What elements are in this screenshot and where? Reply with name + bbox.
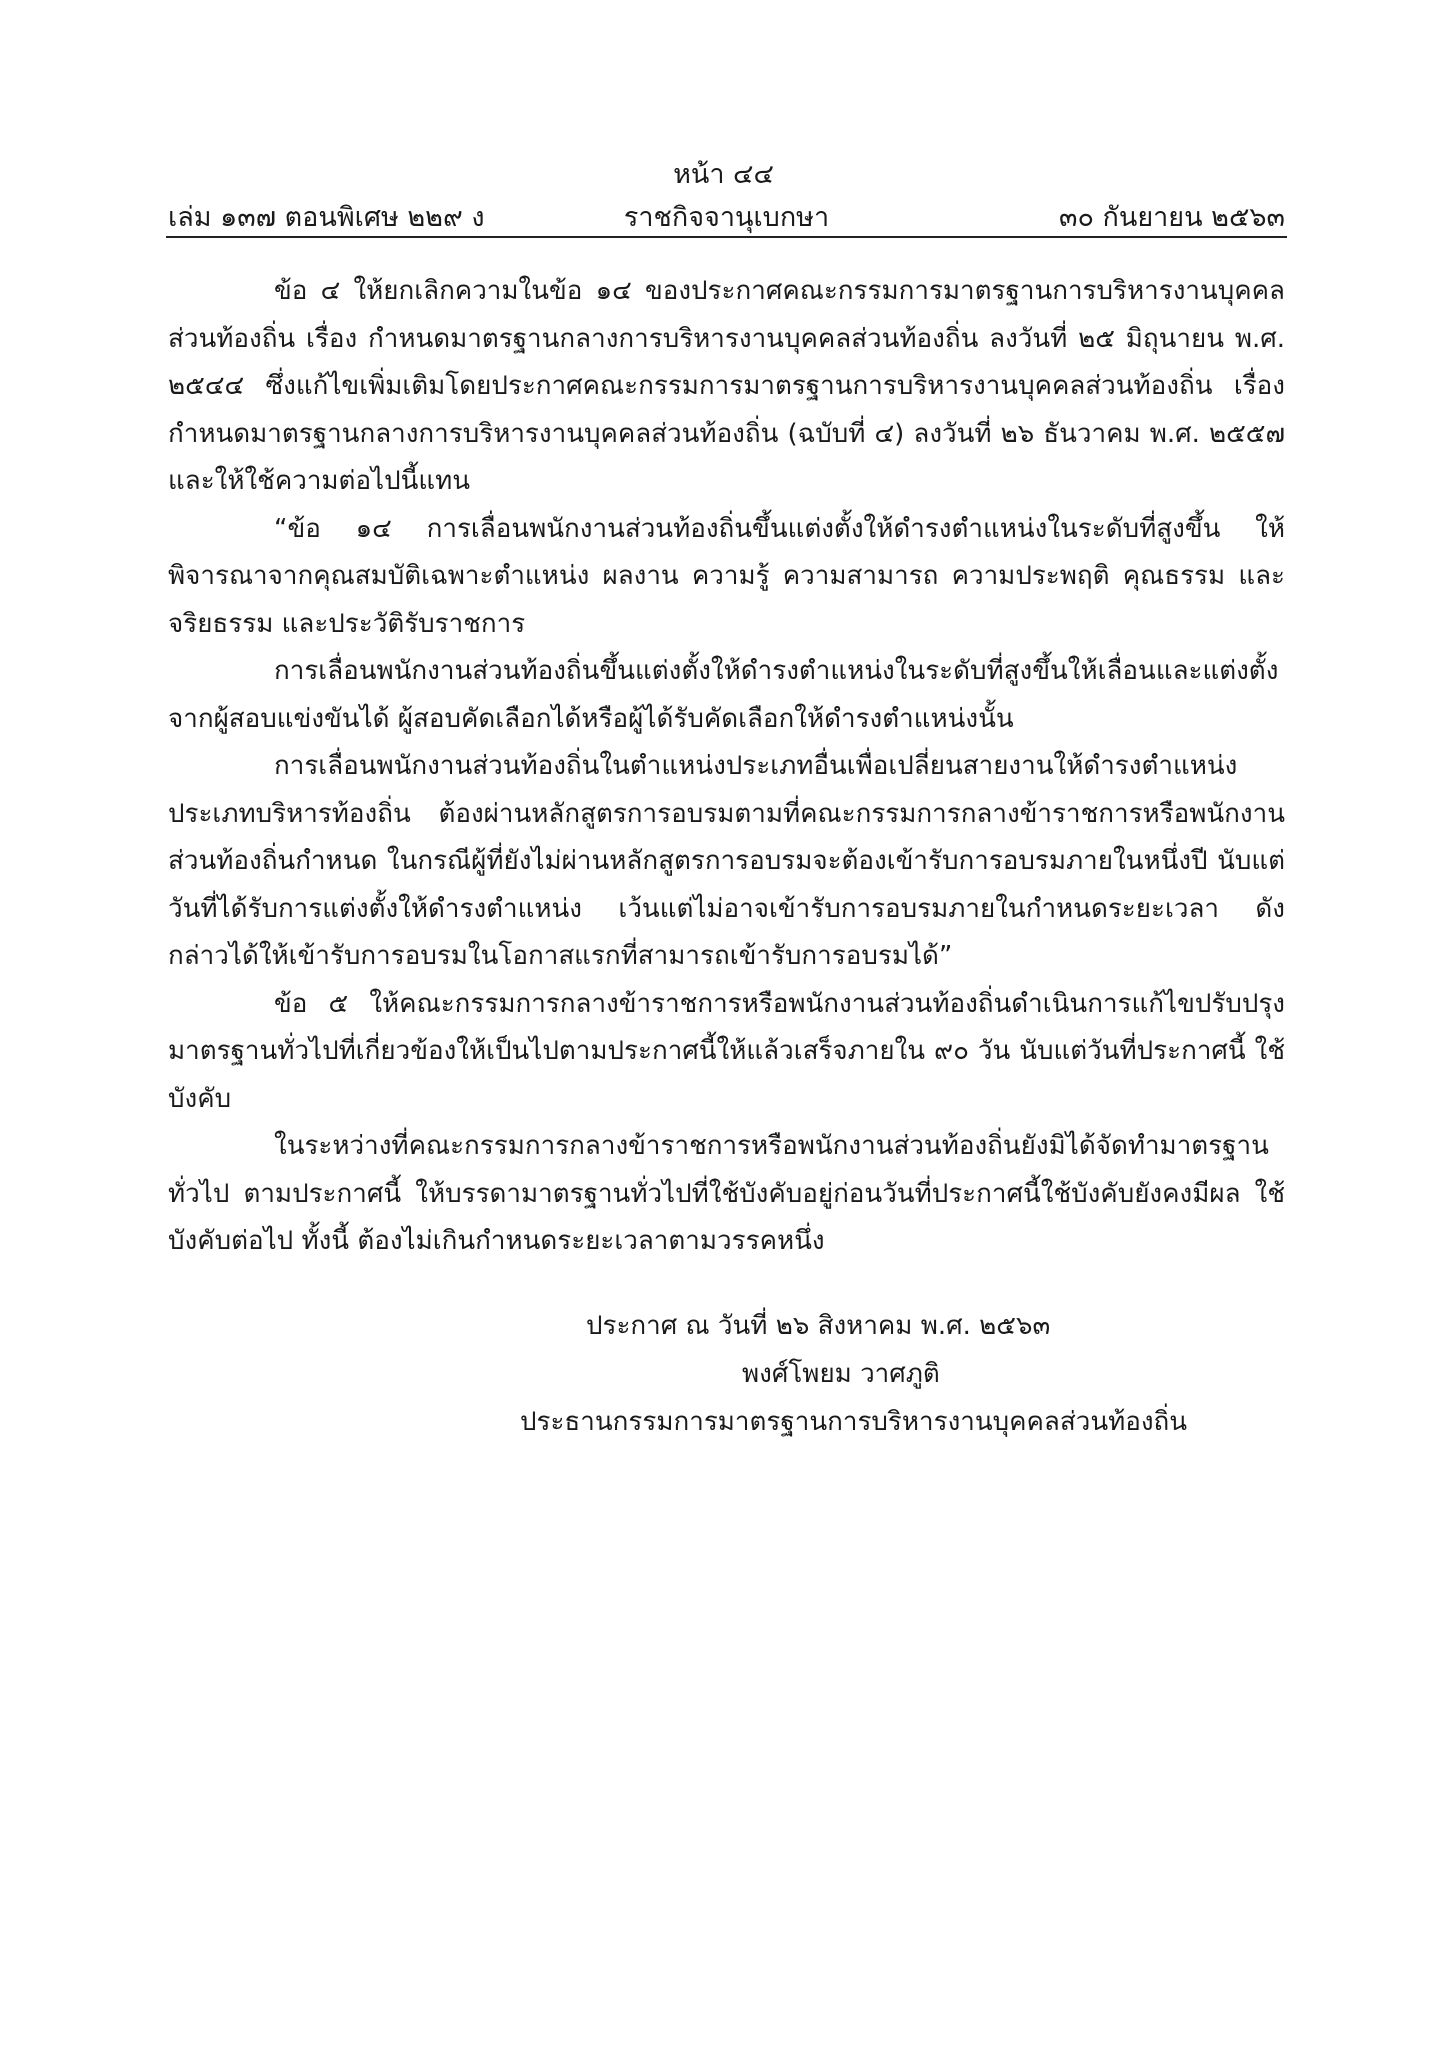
page-number: หน้า ๔๔ — [673, 159, 774, 190]
publication-name: ราชกิจจานุเบกษา — [623, 202, 830, 233]
clause-4-paragraph: ข้อ ๔ ให้ยกเลิกความในข้อ ๑๔ ของประกาศคณะกรรมการมาตรฐานการบริหารงานบุคคลส่วนท้องถิ่น เรื่อง กำหนดมาตรฐานกลางการบริหารงานบุคคลส่วนท้องถิ่น ลงวันที่ ๒๕ มิถุนายน พ.ศ. ๒๕๔๔ ซึ่งแก้ไขเพิ่มเติมโดยประกาศคณะกรรมการมาตรฐานการบริหารงานบุคคลส่วนท้องถิ่น เรื่อง กำหนดมาตรฐานกลางการบริหารงานบุคคลส่วนท้องถิ่น (ฉบับที่ ๔) ลงวันที่ ๒๖ ธันวาคม พ.ศ. ๒๕๕๗ และให้ใช้ความต่อไปนี้แทน — [168, 276, 1285, 496]
publication-date: ๓๐ กันยายน ๒๕๖๓ — [1059, 202, 1285, 233]
promotion-paragraph: การเลื่อนพนักงานส่วนท้องถิ่นขึ้นแต่งตั้งให้ดำรงตำแหน่งในระดับที่สูงขึ้นให้เลื่อนและแต่งตั้ง จากผู้สอบแข่งขันได้ ผู้สอบคัดเลือกได้หรือผู้ได้รับคัดเลือกให้ดำรงตำแหน่งนั้น — [168, 656, 1279, 734]
header-divider — [166, 236, 1287, 238]
signatory-name: พงศ์โพยม วาศภูติ — [742, 1359, 940, 1389]
volume-issue: เล่ม ๑๓๗ ตอนพิเศษ ๒๒๙ ง — [168, 202, 485, 233]
clause-5-paragraph: ข้อ ๕ ให้คณะกรรมการกลางข้าราชการหรือพนักงานส่วนท้องถิ่นดำเนินการแก้ไขปรับปรุง มาตรฐานทั่วไปที่เกี่ยวข้องให้เป็นไปตามประกาศนี้ให้แล้วเสร็จภายใน ๙๐ วัน นับแต่วันที่ประกาศนี้ ใช้บังคับ — [168, 988, 1285, 1114]
announcement-date: ประกาศ ณ วันที่ ๒๖ สิงหาคม พ.ศ. ๒๕๖๓ — [586, 1311, 1051, 1341]
transitional-paragraph: ในระหว่างที่คณะกรรมการกลางข้าราชการหรือพนักงานส่วนท้องถิ่นยังมิได้จัดทำมาตรฐานทั่วไป ตามประกาศนี้ ให้บรรดามาตรฐานทั่วไปที่ใช้บังคับอยู่ก่อนวันที่ประกาศนี้ใช้บังคับยังคงมีผล ใช้บังคับต่อไป ทั้งนี้ ต้องไม่เกินกำหนดระยะเวลาตามวรรคหนึ่ง — [168, 1131, 1285, 1256]
document-body — [168, 268, 1285, 1266]
gazette-header — [168, 195, 1285, 235]
clause-14-paragraph: “ข้อ ๑๔ การเลื่อนพนักงานส่วนท้องถิ่นขึ้นแต่งตั้งให้ดำรงตำแหน่งในระดับที่สูงขึ้น ให้พิจารณาจากคุณสมบัติเฉพาะตำแหน่ง ผลงาน ความรู้ ความสามารถ ความประพฤติ คุณธรรม และจริยธรรม และประวัติรับราชการ — [168, 513, 1285, 639]
signatory-title: ประธานกรรมการมาตรฐานการบริหารงานบุคคลส่วนท้องถิ่น — [520, 1407, 1188, 1437]
training-paragraph: การเลื่อนพนักงานส่วนท้องถิ่นในตำแหน่งประเภทอื่นเพื่อเปลี่ยนสายงานให้ดำรงตำแหน่ง ประเภทบริหารท้องถิ่น ต้องผ่านหลักสูตรการอบรมตามที่คณะกรรมการกลางข้าราชการหรือพนักงาน ส่วนท้องถิ่นกำหนด ในกรณีผู้ที่ยังไม่ผ่านหลักสูตรการอบรมจะต้องเข้ารับการอบรมภายในหนึ่งปี นับแต่วันที่ได้รับการแต่งตั้งให้ดำรงตำแหน่ง เว้นแต่ไม่อาจเข้ารับการอบรมภายในกำหนดระยะเวลา ดังกล่าวได้ให้เข้ารับการอบรมในโอกาสแรกที่สามารถเข้ารับการอบรมได้” — [168, 751, 1285, 971]
